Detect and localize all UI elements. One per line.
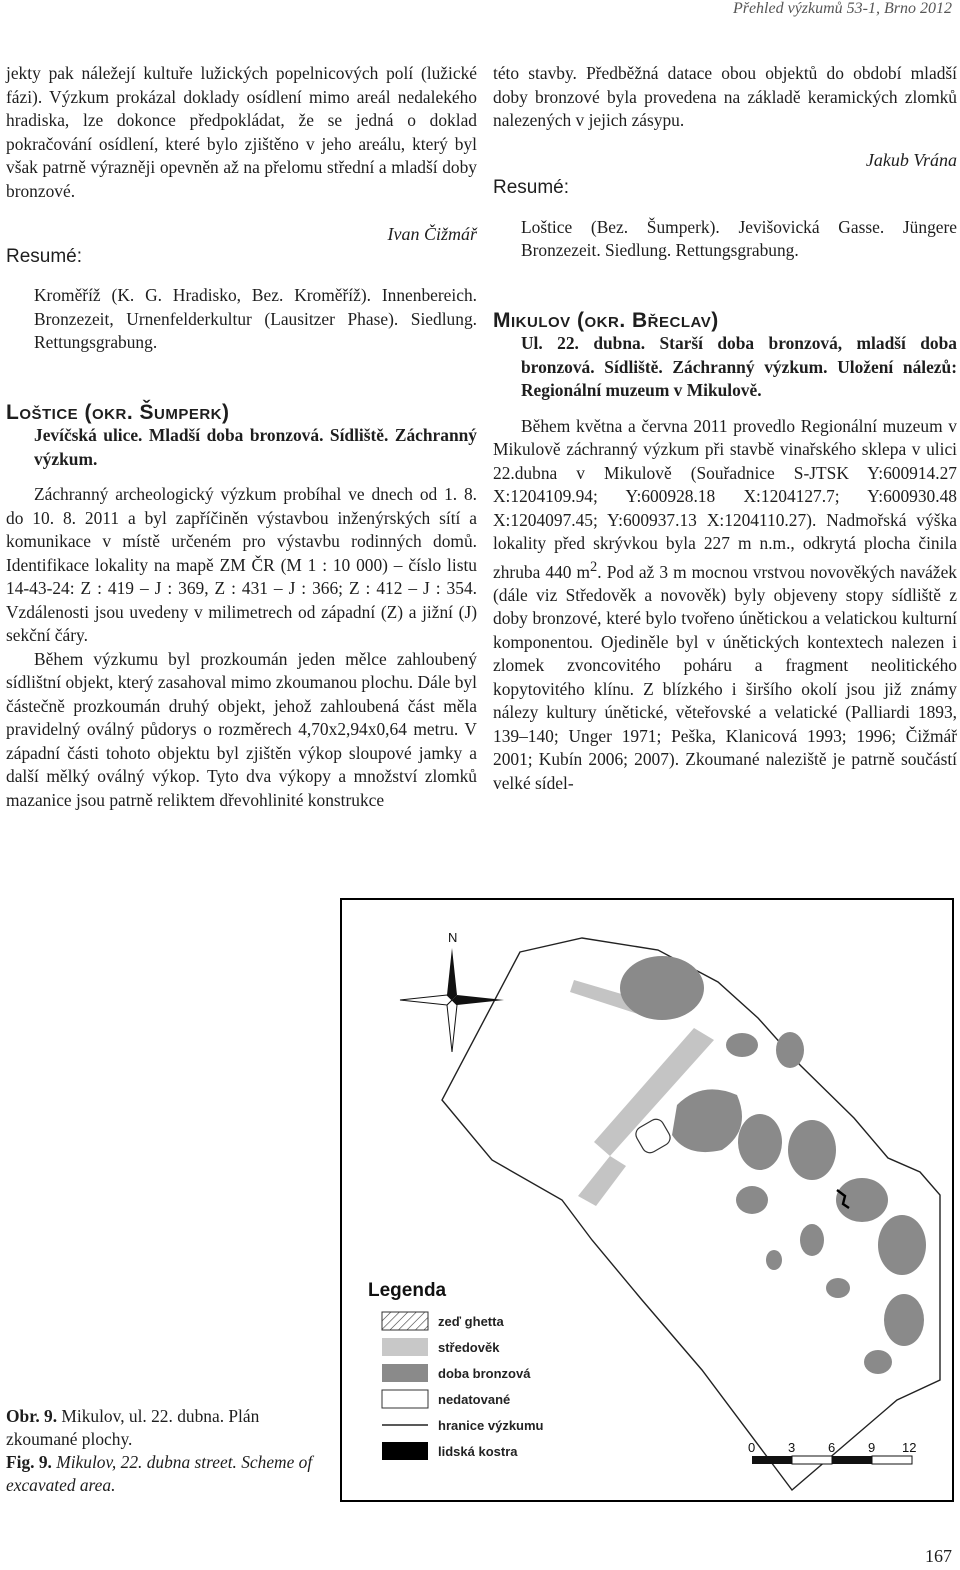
legend-swatch-undated	[382, 1390, 428, 1408]
caption-cz	[6, 1405, 334, 1451]
resume-text-left: Kroměříž (K. G. Hradisko, Bez. Kroměříž). Innenbereich. Bronzezeit, Urnenfelderkultur (Lausitzer Phase). Siedlung. Rettungsgrabung.	[34, 285, 477, 352]
caption-cz-label: Obr. 9.	[6, 1406, 58, 1426]
right-para-1: této stavby. Předběžná datace obou objektů do období mladší doby bronzové byla provedena na základě keramických zlomků nalezených v jejich zásypu.	[493, 63, 957, 130]
medieval-feature-3	[578, 1156, 626, 1206]
bronze-feature-12	[766, 1250, 782, 1270]
legend-label-2: doba bronzová	[438, 1366, 531, 1381]
section-title-mikulov: Mikulov (okr. Břeclav)	[493, 308, 719, 332]
caption-en-label: Fig. 9.	[6, 1452, 52, 1472]
scale-label-4: 12	[902, 1440, 917, 1455]
author-left: Ivan Čižmář	[387, 224, 477, 244]
bronze-feature-13	[826, 1278, 850, 1298]
legend	[368, 1280, 544, 1460]
bronze-feature-14	[864, 1350, 892, 1374]
figure-caption	[6, 1405, 334, 1497]
left-para-1: jekty pak náležejí kultuře lužických popelnicových polí (lužické fázi). Výzkum prokázal doklady osídlení mimo areál nedalekého hradiska, lze dokonce předpokládat, že se jedná o doklad pokračování osídlení, které bylo zjištěno v jeho areálu, který byl však patrně výrazněji opevněn až na přelomu střední a mladší doby bronzové.	[6, 63, 477, 201]
excavation-plan-svg	[342, 900, 952, 1500]
right-para-2a: Během května a června 2011 provedlo Regionální muzeum v Mikulově záchranný výzkum při stavbě vinařského sklepa v ulici 22.dubna v Mikulově (Souřadnice S-JTSK Y:600914.27 X:1204109.94; Y:600928.18 X:1204127.7; Y:600930.48 X:1204097.45; Y:600937.13 X:1204110.27). Nadmořská výška lokality před skrývkou byla 227 m n.m., odkrytá plocha činila zhruba 440 m	[493, 415, 957, 582]
running-header: Přehled výzkumů 53-1, Brno 2012	[732, 0, 952, 17]
scale-bar	[748, 1440, 916, 1464]
page-number: 167	[925, 1546, 952, 1566]
legend-swatch-bronze	[382, 1364, 428, 1382]
scale-label-1: 3	[788, 1440, 796, 1455]
section-head-lostice: Jevíčská ulice. Mladší doba bronzová. Sídliště. Záchranný výzkum.	[34, 425, 477, 469]
north-arrow-icon	[400, 930, 504, 1052]
legend-title: Legenda	[368, 1280, 447, 1301]
bronze-feature-4	[672, 1089, 742, 1152]
bronze-feature-3	[776, 1032, 804, 1068]
legend-swatch-skeleton	[382, 1442, 428, 1460]
bronze-feature-2	[726, 1033, 758, 1057]
caption-en	[6, 1451, 334, 1497]
superscript-2: 2	[590, 558, 598, 575]
left-para-2: Záchranný archeologický výzkum probíhal ve dnech od 1. 8. do 10. 8. 2011 a byl zapříčiněn výstavbou inženýrských sítí a komunikace v místě určeném pro výstavbu rodinných domů. Identifikace lokality na mapě ZM ČR (M 1 : 10 000) – číslo listu 14-43-24: Z : 419 – J : 369, Z : 431 – J : 366; Z : 412 – J : 354. Vzdálenosti jsou uvedeny v milimetrech od západní (Z) a jižní (J) sekční čáry.	[6, 484, 477, 645]
legend-swatch-hatch	[382, 1312, 428, 1330]
bronze-feature-1	[620, 956, 704, 1020]
legend-label-5: lidská kostra	[438, 1444, 518, 1459]
excavation-plan-figure	[340, 898, 954, 1502]
scale-label-0: 0	[748, 1440, 756, 1455]
legend-label-3: nedatované	[438, 1392, 511, 1407]
scale-label-2: 6	[828, 1440, 836, 1455]
left-para-3: Během výzkumu byl prozkoumán jeden mělce zahloubený sídlištní objekt, který zasahoval mimo zkoumanou plochu. Dále byl částečně prozkoumán druhý objekt, jehož zahloubená část měla pravidelný oválný půdorys o rozměrech 4,70x2,94x0,64 metru. V západní části tohoto objektu byl zjištěn výkop sloupové jamky a další mělký oválný výkop. Tyto dva výkopy a množství zlomků mazanice jsou patrně reliktem dřevohlinité konstrukce	[6, 648, 477, 810]
north-label: N	[448, 930, 458, 945]
resume-text-right: Loštice (Bez. Šumperk). Jevišovická Gasse. Jüngere Bronzezeit. Siedlung. Rettungsgrabung.	[521, 216, 957, 260]
section-title-lostice: Loštice (okr. Šumperk)	[6, 400, 230, 424]
right-para-2	[493, 415, 957, 796]
caption-cz-text: Mikulov, ul. 22. dubna. Plán zkoumané plochy.	[6, 1406, 260, 1449]
legend-label-4: hranice výzkumu	[438, 1418, 544, 1433]
bronze-feature-5	[738, 1114, 782, 1170]
author-right: Jakub Vrána	[865, 149, 957, 170]
right-column	[493, 62, 957, 795]
left-column	[6, 62, 477, 812]
resume-label-right: Resumé:	[493, 177, 570, 198]
bronze-feature-10	[736, 1186, 768, 1214]
bronze-feature-6	[788, 1120, 836, 1180]
legend-swatch-medieval	[382, 1338, 428, 1356]
right-para-2b: . Pod až 3 m mocnou vrstvou novověkých navážek (dále viz Středověk a novověk) byly objeveny stopy sídliště z doby bronzové, které bylo tvořeno únětickou a velatickou kulturní komponentou. Ojediněle byl v únětických kontextech nalezen i zlomek zvoncovitého poháru a fragment neolitického kopytovitého klínu. Z blízkého i širšího okolí jsou již známy nálezy kultury únětické, věteřovské a velatické (Palliardi 1893, 139–140; Unger 1971; Peška, Klanicová 1993; 1996; Čižmář 2001; Kubín 2006; 2007). Zkoumané naleziště je patrně součástí velké sídel-	[493, 561, 957, 793]
legend-label-0: zeď ghetta	[438, 1314, 504, 1329]
section-head-mikulov: Ul. 22. dubna. Starší doba bronzová, mladší doba bronzová. Sídliště. Záchranný výzkum. Uložení nálezů: Regionální muzeum v Mikulově.	[521, 333, 957, 400]
bronze-feature-11	[800, 1224, 824, 1256]
resume-label-left: Resumé:	[6, 245, 83, 267]
scale-label-3: 9	[868, 1440, 876, 1455]
legend-label-1: středověk	[438, 1340, 500, 1355]
bronze-feature-8	[878, 1215, 926, 1275]
caption-en-text: Mikulov, 22. dubna street. Scheme of excavated area.	[6, 1452, 313, 1495]
bronze-feature-9	[884, 1294, 924, 1346]
